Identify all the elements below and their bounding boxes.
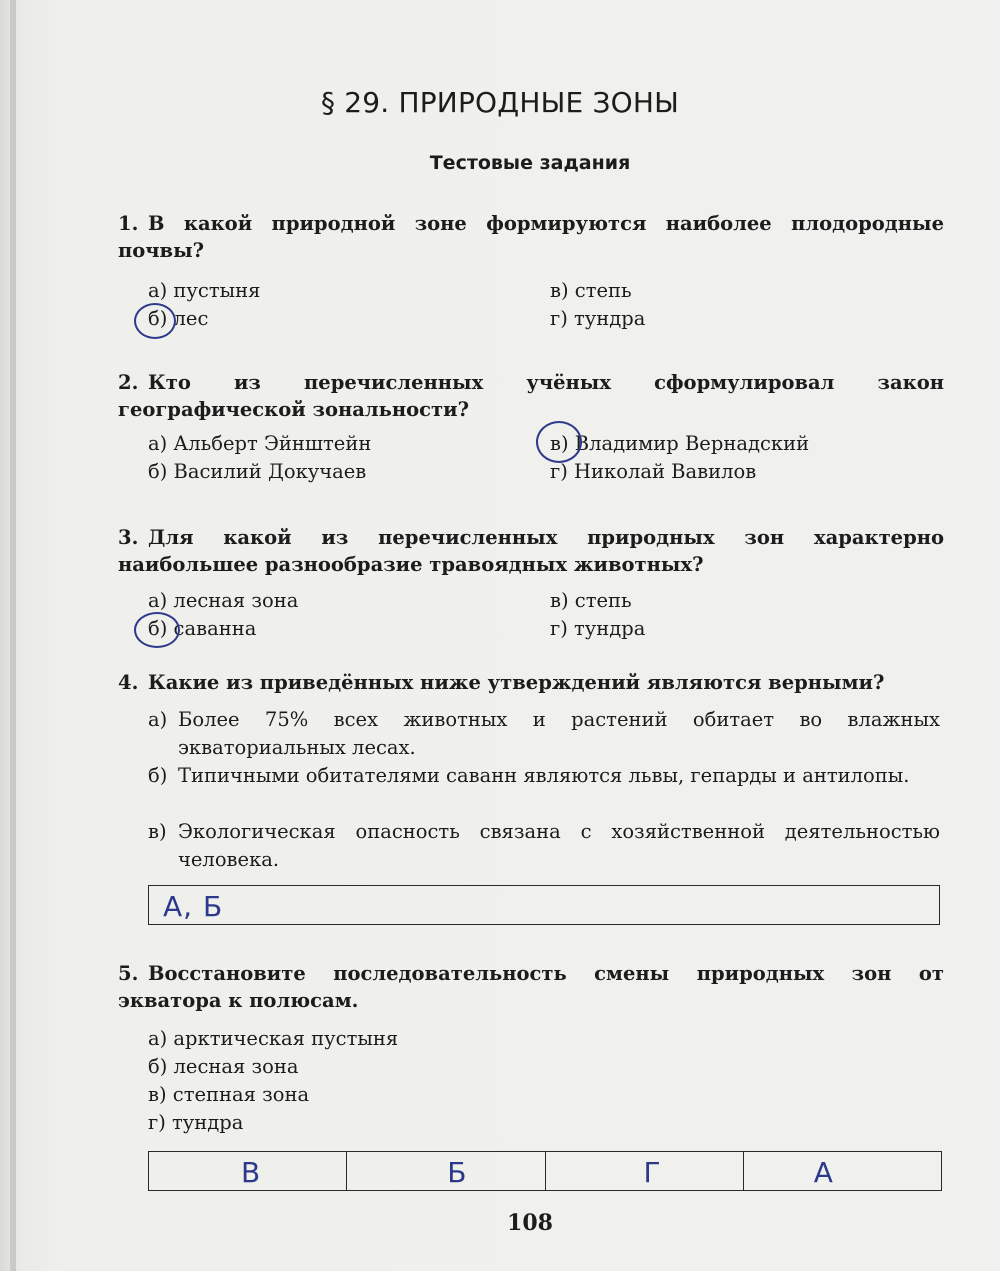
handwritten-answer: А, Б <box>163 890 224 923</box>
option-v[interactable]: в) степь <box>550 589 632 612</box>
statement-a <box>148 706 943 762</box>
handwritten-letter: В <box>241 1156 261 1189</box>
option-g[interactable]: г) Николай Вавилов <box>550 460 757 483</box>
option-b[interactable]: б) Василий Докучаев <box>148 460 367 483</box>
question-number: 2. <box>118 371 139 394</box>
answer-field[interactable] <box>148 885 940 925</box>
question-text: Кто из перечисленных учёных сформулировал закон географической зональности? <box>118 371 944 421</box>
option-a[interactable]: а) пустыня <box>148 279 261 302</box>
sequence-cell-3[interactable] <box>546 1152 744 1190</box>
question-number: 1. <box>118 212 139 235</box>
option-a: а) арктическая пустыня <box>148 1027 399 1050</box>
question-number: 3. <box>118 526 139 549</box>
section-subtitle: Тестовые задания <box>429 152 631 174</box>
page-number: 108 <box>507 1210 553 1236</box>
selection-circle <box>536 421 582 463</box>
question-text: В какой природной зоне формируются наиболее плодородные почвы? <box>118 212 944 262</box>
option-b: б) лесная зона <box>148 1055 299 1078</box>
handwritten-letter: Б <box>447 1156 467 1189</box>
option-b[interactable]: б) саванна <box>148 617 257 640</box>
statement-letter: а) <box>148 708 168 731</box>
question-text: Восстановите последовательность смены природных зон от экватора к полюсам. <box>118 962 944 1012</box>
statement-text: Более 75% всех животных и растений обитает во влажных экваториальных лесах. <box>178 708 940 759</box>
question-4 <box>118 669 944 696</box>
question-text: Для какой из перечисленных природных зон характерно наибольшее разнообразие травоядных животных? <box>118 526 944 576</box>
option-v[interactable]: в) степь <box>550 279 632 302</box>
sequence-answer-table <box>148 1151 942 1191</box>
option-a[interactable]: а) Альберт Эйнштейн <box>148 432 372 455</box>
sequence-cell-4[interactable] <box>744 1152 941 1190</box>
option-g: г) тундра <box>148 1111 244 1134</box>
selection-circle <box>134 303 176 339</box>
statement-b <box>148 762 943 790</box>
page-binding-shadow <box>10 0 16 1271</box>
option-g[interactable]: г) тундра <box>550 617 646 640</box>
statement-letter: в) <box>148 820 167 843</box>
statement-text: Типичными обитателями саванн являются львы, гепарды и антилопы. <box>178 764 910 787</box>
statement-text: Экологическая опасность связана с хозяйственной деятельностью человека. <box>178 820 940 871</box>
statement-v <box>148 818 943 874</box>
handwritten-letter: Г <box>643 1156 661 1189</box>
option-v[interactable]: в) Владимир Вернадский <box>550 432 810 455</box>
handwritten-letter: А <box>813 1156 833 1189</box>
question-number: 5. <box>118 962 139 985</box>
selection-circle <box>134 612 180 648</box>
sequence-cell-2[interactable] <box>347 1152 545 1190</box>
option-v: в) степная зона <box>148 1083 310 1106</box>
option-a[interactable]: а) лесная зона <box>148 589 299 612</box>
question-text: Какие из приведённых ниже утверждений являются верными? <box>148 671 885 694</box>
page-title: § 29. ПРИРОДНЫЕ ЗОНЫ <box>320 86 680 119</box>
question-3 <box>118 524 944 578</box>
question-2 <box>118 369 944 423</box>
option-g[interactable]: г) тундра <box>550 307 646 330</box>
question-1 <box>118 210 944 264</box>
question-5 <box>118 960 944 1014</box>
sequence-cell-1[interactable] <box>149 1152 347 1190</box>
option-b[interactable]: б) лес <box>148 307 209 330</box>
question-number: 4. <box>118 671 139 694</box>
statement-letter: б) <box>148 764 168 787</box>
